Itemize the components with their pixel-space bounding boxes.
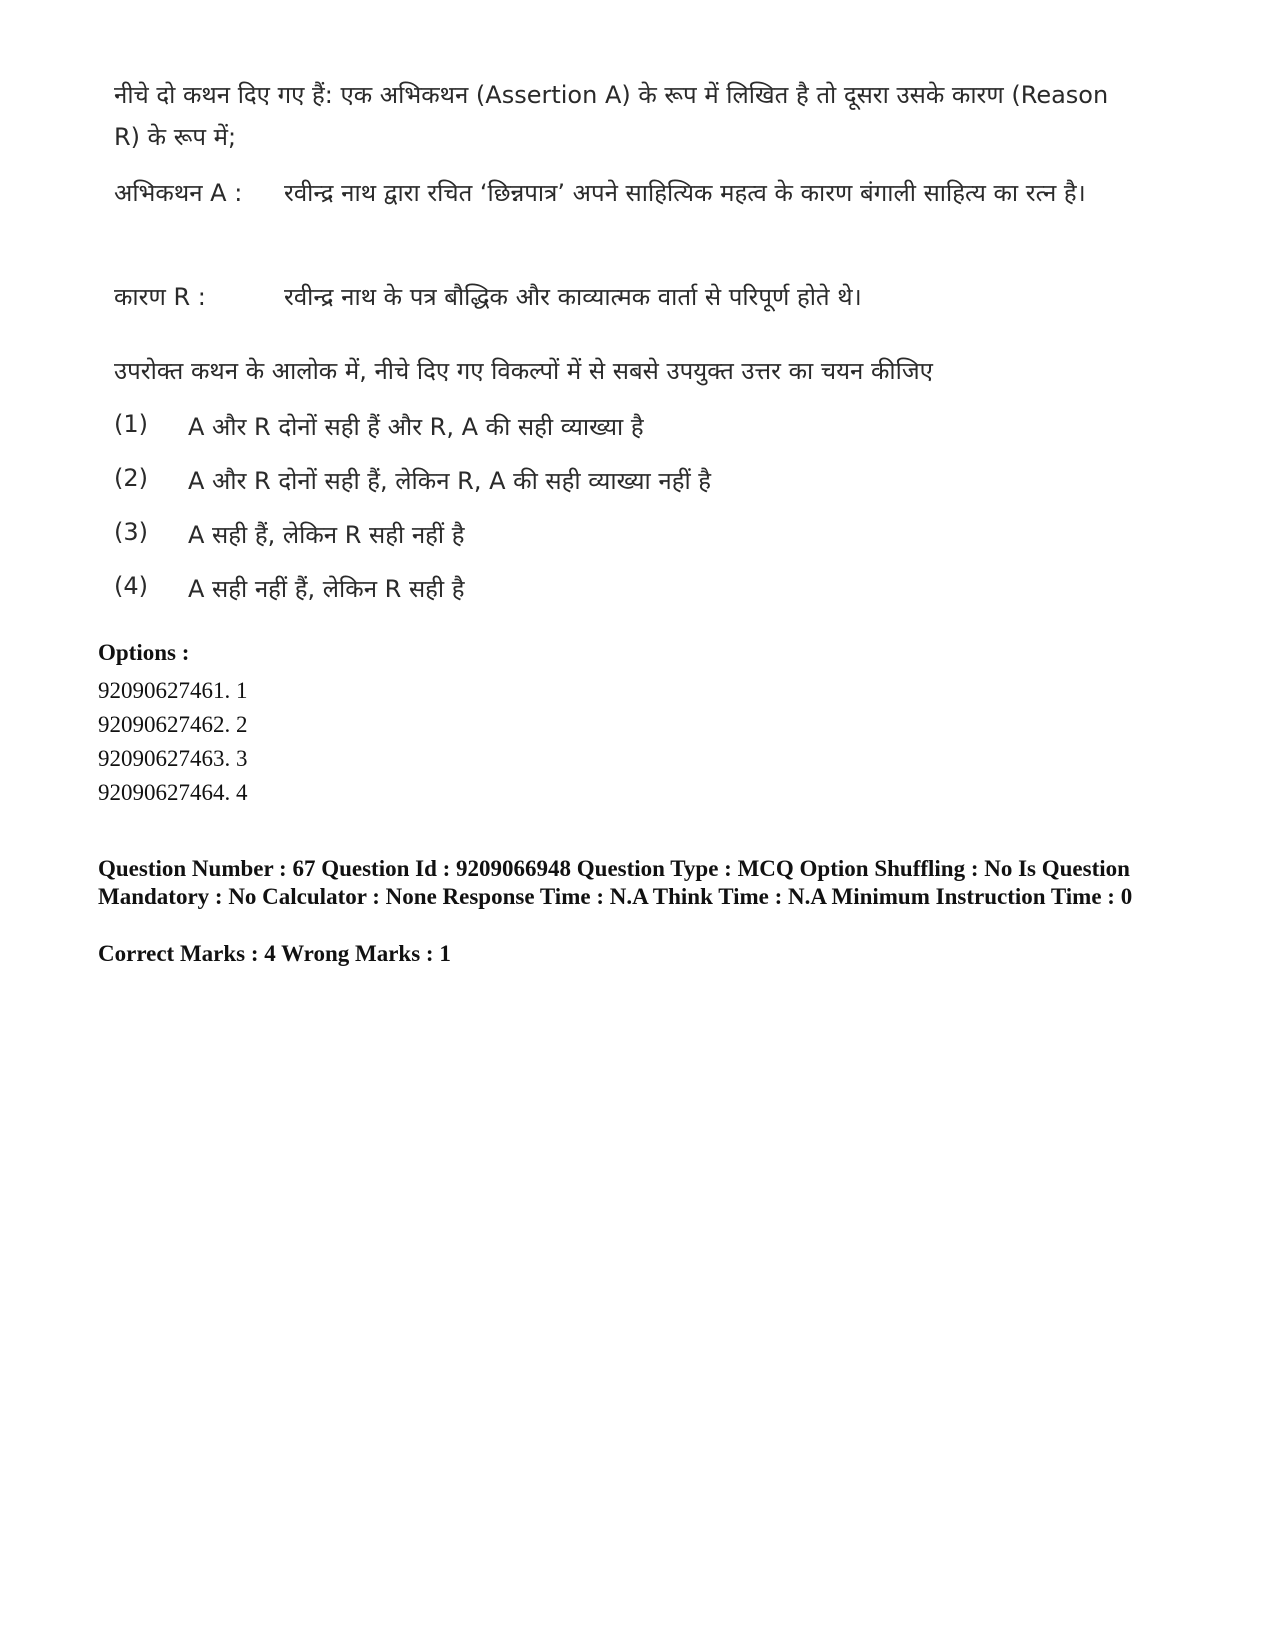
choice-text: A और R दोनों सही हैं, लेकिन R, A की सही व्याख्या नहीं है	[188, 467, 712, 495]
assertion-label: अभिकथन A :	[114, 179, 243, 207]
option-item: 92090627463. 3	[98, 746, 248, 771]
assertion-row	[114, 172, 1124, 214]
choice-number: (2)	[114, 464, 148, 492]
choice-number: (4)	[114, 572, 148, 600]
option-item: 92090627461. 1	[98, 678, 248, 703]
assertion-text: रवीन्द्र नाथ द्वारा रचित ‘छिन्नपात्र’ अपने साहित्यिक महत्व के कारण बंगाली साहित्य का रत्न है।	[284, 179, 1086, 207]
question-marks: Correct Marks : 4 Wrong Marks : 1	[98, 941, 451, 966]
reason-label: कारण R :	[114, 283, 206, 311]
options-heading: Options :	[98, 640, 190, 665]
choice-item	[114, 464, 1014, 518]
choice-item	[114, 572, 1014, 626]
choice-text: A और R दोनों सही हैं और R, A की सही व्याख्या है	[188, 413, 644, 441]
choice-text: A सही हैं, लेकिन R सही नहीं है	[188, 521, 465, 549]
choice-item	[114, 410, 1014, 464]
choice-text: A सही नहीं हैं, लेकिन R सही है	[188, 575, 465, 603]
reason-row	[114, 276, 1124, 318]
reason-text: रवीन्द्र नाथ के पत्र बौद्धिक और काव्यात्मक वार्ता से परिपूर्ण होते थे।	[284, 283, 862, 311]
option-item: 92090627464. 4	[98, 780, 248, 805]
question-instruction: उपरोक्त कथन के आलोक में, नीचे दिए गए विकल्पों में से सबसे उपयुक्त उत्तर का चयन कीजिए	[114, 357, 933, 385]
option-item: 92090627462. 2	[98, 712, 248, 737]
answer-choices	[114, 410, 1014, 626]
choice-item	[114, 518, 1014, 572]
options-list	[98, 674, 248, 810]
choice-number: (1)	[114, 410, 148, 438]
question-intro: नीचे दो कथन दिए गए हैं: एक अभिकथन (Assertion A) के रूप में लिखित है तो दूसरा उसके कारण (Reason R) के रूप में;	[114, 81, 1109, 151]
choice-number: (3)	[114, 518, 148, 546]
question-meta: Question Number : 67 Question Id : 9209066948 Question Type : MCQ Option Shuffling : No Is Question Mandatory : No Calculator : None Response Time : N.A Think Time : N.A Minimum Instruction Time : 0	[98, 856, 1133, 909]
